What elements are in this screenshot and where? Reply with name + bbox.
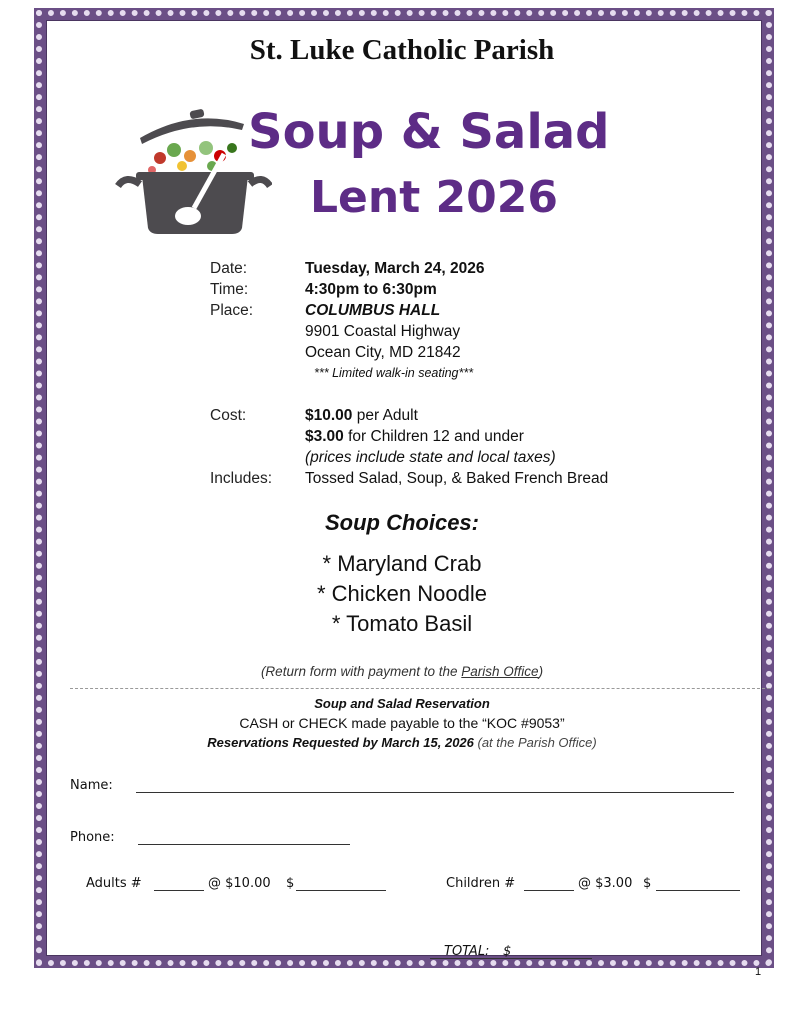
place-address-line2: Ocean City, MD 21842 bbox=[305, 344, 461, 361]
name-field[interactable] bbox=[136, 792, 734, 793]
payable-text: CASH or CHECK made payable to the “KOC #9053” bbox=[239, 715, 565, 731]
parish-name: St. Luke Catholic Parish bbox=[249, 34, 555, 66]
time-label: Time: bbox=[210, 281, 249, 298]
cost-adult: $10.00 per Adult bbox=[305, 407, 418, 424]
total-field[interactable] bbox=[430, 958, 592, 959]
name-label: Name: bbox=[70, 778, 113, 793]
date-label: Date: bbox=[210, 260, 248, 277]
adults-dollar: $ bbox=[286, 876, 295, 891]
total-label: TOTAL: bbox=[444, 944, 490, 959]
children-count-field[interactable] bbox=[524, 890, 574, 891]
adults-label: Adults # bbox=[86, 876, 142, 891]
includes-label: Includes: bbox=[210, 470, 273, 487]
children-amount-field[interactable] bbox=[656, 890, 740, 891]
phone-field[interactable] bbox=[138, 844, 350, 845]
children-dollar: $ bbox=[643, 876, 652, 891]
phone-label: Phone: bbox=[70, 830, 115, 845]
page-number: 1 bbox=[755, 966, 762, 978]
includes-value: Tossed Salad, Soup, & Baked French Bread bbox=[305, 470, 609, 487]
cost-note: (prices include state and local taxes) bbox=[305, 449, 556, 466]
form-heading: Soup and Salad Reservation bbox=[314, 696, 490, 711]
place-name: COLUMBUS HALL bbox=[305, 302, 441, 319]
cut-line bbox=[70, 688, 770, 689]
date-value: Tuesday, March 24, 2026 bbox=[305, 260, 485, 277]
soup-choice: * Tomato Basil bbox=[331, 611, 473, 636]
seating-note: *** Limited walk-in seating*** bbox=[314, 366, 474, 380]
children-label: Children # bbox=[446, 876, 516, 891]
time-value: 4:30pm to 6:30pm bbox=[305, 281, 437, 298]
place-label: Place: bbox=[210, 302, 254, 319]
event-title: Soup & Salad bbox=[248, 104, 610, 160]
adults-amount-field[interactable] bbox=[296, 890, 386, 891]
return-instructions: (Return form with payment to the Parish Office) bbox=[260, 664, 544, 679]
adults-count-field[interactable] bbox=[154, 890, 204, 891]
adults-price: @ $10.00 bbox=[208, 876, 271, 891]
deadline-text: Reservations Requested by March 15, 2026 (at the Parish Office) bbox=[207, 735, 597, 750]
total-dollar: $ bbox=[503, 944, 512, 959]
soup-choice: * Chicken Noodle bbox=[317, 581, 487, 606]
event-subtitle: Lent 2026 bbox=[310, 172, 559, 223]
soup-choice: * Maryland Crab bbox=[322, 551, 482, 576]
soup-choices-heading: Soup Choices: bbox=[324, 510, 479, 535]
children-price: @ $3.00 bbox=[578, 876, 633, 891]
cost-label: Cost: bbox=[210, 407, 247, 424]
place-address-line1: 9901 Coastal Highway bbox=[305, 323, 461, 340]
cost-child: $3.00 for Children 12 and under bbox=[305, 428, 524, 445]
